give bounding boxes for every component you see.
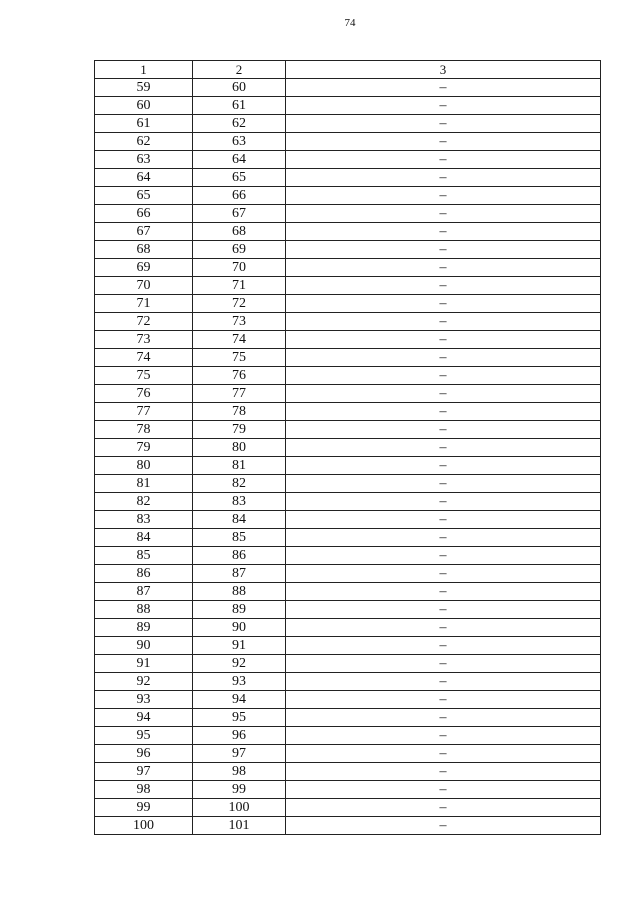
table-cell-col3: – <box>286 295 601 313</box>
table-cell-col1: 62 <box>95 133 193 151</box>
table-cell-col2: 81 <box>193 457 286 475</box>
table-cell-col2: 68 <box>193 223 286 241</box>
table-row <box>95 709 601 727</box>
table-row <box>95 727 601 745</box>
table-cell-col3: – <box>286 547 601 565</box>
table-row <box>95 619 601 637</box>
table-cell-col2: 80 <box>193 439 286 457</box>
table-cell-col2: 91 <box>193 637 286 655</box>
table-cell-col1: 67 <box>95 223 193 241</box>
table-cell-col1: 88 <box>95 601 193 619</box>
table-cell-col2: 94 <box>193 691 286 709</box>
header-cell-col2: 2 <box>193 61 286 79</box>
page-number: 74 <box>344 17 356 29</box>
table-row <box>95 799 601 817</box>
table-cell-col2: 97 <box>193 745 286 763</box>
table-row <box>95 241 601 259</box>
table-cell-col1: 85 <box>95 547 193 565</box>
table-row <box>95 493 601 511</box>
table-row <box>95 385 601 403</box>
table-cell-col2: 64 <box>193 151 286 169</box>
table-cell-col2: 73 <box>193 313 286 331</box>
table-cell-col2: 89 <box>193 601 286 619</box>
table-cell-col1: 78 <box>95 421 193 439</box>
table-cell-col3: – <box>286 817 601 835</box>
table-row <box>95 637 601 655</box>
table-cell-col1: 75 <box>95 367 193 385</box>
table-row <box>95 151 601 169</box>
table-cell-col2: 83 <box>193 493 286 511</box>
table-cell-col1: 63 <box>95 151 193 169</box>
table-cell-col3: – <box>286 97 601 115</box>
table-cell-col2: 85 <box>193 529 286 547</box>
table-cell-col3: – <box>286 727 601 745</box>
table-cell-col2: 86 <box>193 547 286 565</box>
table-cell-col3: – <box>286 439 601 457</box>
table-cell-col1: 95 <box>95 727 193 745</box>
table-cell-col1: 72 <box>95 313 193 331</box>
table-cell-col2: 66 <box>193 187 286 205</box>
table-row <box>95 277 601 295</box>
table-row <box>95 565 601 583</box>
table-row <box>95 205 601 223</box>
table-cell-col3: – <box>286 565 601 583</box>
table-cell-col1: 86 <box>95 565 193 583</box>
table-cell-col2: 71 <box>193 277 286 295</box>
table-cell-col1: 68 <box>95 241 193 259</box>
table-cell-col1: 74 <box>95 349 193 367</box>
table-row <box>95 133 601 151</box>
table-row <box>95 781 601 799</box>
table-cell-col3: – <box>286 223 601 241</box>
table-cell-col3: – <box>286 187 601 205</box>
table-row <box>95 511 601 529</box>
table-cell-col1: 87 <box>95 583 193 601</box>
table-cell-col3: – <box>286 745 601 763</box>
table-row <box>95 421 601 439</box>
table-cell-col3: – <box>286 115 601 133</box>
table-cell-col3: – <box>286 169 601 187</box>
table-cell-col1: 60 <box>95 97 193 115</box>
table-cell-col2: 70 <box>193 259 286 277</box>
table-row <box>95 403 601 421</box>
table-row <box>95 745 601 763</box>
table-cell-col3: – <box>286 637 601 655</box>
table-cell-col2: 74 <box>193 331 286 349</box>
table-cell-col3: – <box>286 601 601 619</box>
table-row <box>95 331 601 349</box>
table-row <box>95 187 601 205</box>
table-row <box>95 529 601 547</box>
table-cell-col2: 60 <box>193 79 286 97</box>
header-cell-col1: 1 <box>95 61 193 79</box>
table-row <box>95 763 601 781</box>
table-cell-col3: – <box>286 511 601 529</box>
table-cell-col1: 70 <box>95 277 193 295</box>
table-row <box>95 79 601 97</box>
table-cell-col3: – <box>286 241 601 259</box>
table-row <box>95 97 601 115</box>
table-cell-col2: 69 <box>193 241 286 259</box>
table-header-row <box>95 61 601 79</box>
table-cell-col1: 61 <box>95 115 193 133</box>
table-cell-col1: 59 <box>95 79 193 97</box>
table-cell-col2: 67 <box>193 205 286 223</box>
table-row <box>95 691 601 709</box>
table-cell-col1: 65 <box>95 187 193 205</box>
table-cell-col1: 100 <box>95 817 193 835</box>
table-row <box>95 367 601 385</box>
table-cell-col3: – <box>286 385 601 403</box>
table-cell-col2: 98 <box>193 763 286 781</box>
table-cell-col2: 99 <box>193 781 286 799</box>
table-cell-col1: 79 <box>95 439 193 457</box>
table-cell-col1: 91 <box>95 655 193 673</box>
table-row <box>95 115 601 133</box>
table-cell-col3: – <box>286 493 601 511</box>
table-row <box>95 655 601 673</box>
table-cell-col1: 99 <box>95 799 193 817</box>
table-row <box>95 259 601 277</box>
table-row <box>95 313 601 331</box>
table-cell-col1: 73 <box>95 331 193 349</box>
table-cell-col1: 89 <box>95 619 193 637</box>
table-cell-col3: – <box>286 367 601 385</box>
table-cell-col2: 100 <box>193 799 286 817</box>
table-cell-col2: 75 <box>193 349 286 367</box>
table-cell-col3: – <box>286 349 601 367</box>
table-cell-col2: 65 <box>193 169 286 187</box>
table-cell-col3: – <box>286 151 601 169</box>
table-cell-col3: – <box>286 331 601 349</box>
table-cell-col3: – <box>286 529 601 547</box>
table-cell-col3: – <box>286 259 601 277</box>
table-cell-col3: – <box>286 781 601 799</box>
table-row <box>95 349 601 367</box>
table-cell-col1: 96 <box>95 745 193 763</box>
table-row <box>95 295 601 313</box>
table-cell-col3: – <box>286 277 601 295</box>
table-cell-col3: – <box>286 691 601 709</box>
table-cell-col3: – <box>286 709 601 727</box>
table-cell-col2: 78 <box>193 403 286 421</box>
table-cell-col3: – <box>286 655 601 673</box>
table-cell-col1: 84 <box>95 529 193 547</box>
table-cell-col2: 77 <box>193 385 286 403</box>
table-row <box>95 169 601 187</box>
table-cell-col1: 71 <box>95 295 193 313</box>
table-row <box>95 583 601 601</box>
table-cell-col1: 66 <box>95 205 193 223</box>
table-cell-col1: 93 <box>95 691 193 709</box>
table-cell-col2: 72 <box>193 295 286 313</box>
data-table <box>94 60 601 835</box>
table-cell-col2: 92 <box>193 655 286 673</box>
table-cell-col3: – <box>286 205 601 223</box>
table-row <box>95 223 601 241</box>
table-row <box>95 457 601 475</box>
table-row <box>95 601 601 619</box>
table-cell-col3: – <box>286 763 601 781</box>
table-cell-col2: 63 <box>193 133 286 151</box>
table-cell-col2: 62 <box>193 115 286 133</box>
table-cell-col1: 64 <box>95 169 193 187</box>
table-cell-col2: 82 <box>193 475 286 493</box>
table-cell-col1: 83 <box>95 511 193 529</box>
table-cell-col3: – <box>286 421 601 439</box>
table-cell-col3: – <box>286 79 601 97</box>
table-cell-col3: – <box>286 673 601 691</box>
table-row <box>95 673 601 691</box>
table-cell-col3: – <box>286 619 601 637</box>
table-cell-col1: 77 <box>95 403 193 421</box>
table-cell-col3: – <box>286 799 601 817</box>
table-cell-col1: 92 <box>95 673 193 691</box>
table-cell-col1: 94 <box>95 709 193 727</box>
table-cell-col1: 80 <box>95 457 193 475</box>
table-cell-col2: 88 <box>193 583 286 601</box>
table-cell-col2: 61 <box>193 97 286 115</box>
table-cell-col2: 87 <box>193 565 286 583</box>
table-cell-col2: 96 <box>193 727 286 745</box>
header-cell-col3: 3 <box>286 61 601 79</box>
table-cell-col2: 84 <box>193 511 286 529</box>
table-row <box>95 475 601 493</box>
table-cell-col2: 95 <box>193 709 286 727</box>
table-cell-col1: 69 <box>95 259 193 277</box>
table-cell-col2: 101 <box>193 817 286 835</box>
table-cell-col2: 93 <box>193 673 286 691</box>
table-body <box>95 61 601 835</box>
table-cell-col1: 98 <box>95 781 193 799</box>
table-cell-col2: 79 <box>193 421 286 439</box>
table-row <box>95 439 601 457</box>
table-cell-col3: – <box>286 133 601 151</box>
table-cell-col1: 76 <box>95 385 193 403</box>
table-row <box>95 547 601 565</box>
table-cell-col1: 90 <box>95 637 193 655</box>
table-cell-col1: 81 <box>95 475 193 493</box>
table-cell-col3: – <box>286 457 601 475</box>
table-cell-col2: 76 <box>193 367 286 385</box>
table-cell-col3: – <box>286 583 601 601</box>
table-cell-col3: – <box>286 313 601 331</box>
table-cell-col1: 97 <box>95 763 193 781</box>
table-cell-col3: – <box>286 403 601 421</box>
table-cell-col2: 90 <box>193 619 286 637</box>
table-cell-col1: 82 <box>95 493 193 511</box>
table-row <box>95 817 601 835</box>
table-cell-col3: – <box>286 475 601 493</box>
